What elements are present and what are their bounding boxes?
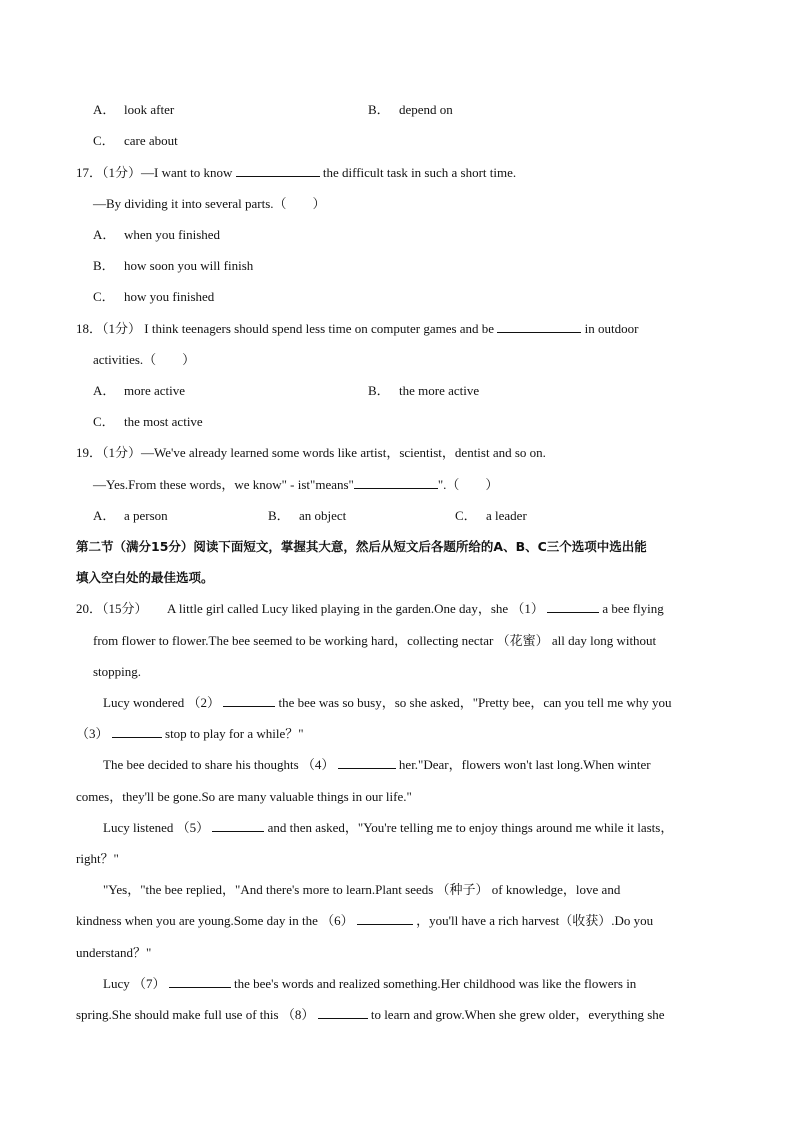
passage-line: right？": [76, 851, 119, 866]
option-b-text: how soon you will finish: [124, 258, 254, 273]
option-a-text: a person: [124, 508, 168, 523]
passage-line: from flower to flower.The bee seemed to be working hard，collecting nectar （花蜜） all day long without: [93, 633, 657, 648]
section-heading-cont: 填入空白处的最佳选项。: [76, 570, 214, 585]
option-a-letter: A．: [93, 227, 116, 242]
passage-line: kindness when you are young.Some day in the （6） ，you'll have a rich harvest（收获）.Do you: [76, 913, 654, 928]
option-c-letter: C．: [93, 414, 115, 429]
passage-line: Lucy listened （5） and then asked，"You're telling me to enjoy things around me while it lasts，: [103, 820, 674, 835]
passage-line: The bee decided to share his thoughts （4） her."Dear，flowers won't last long.When winter: [103, 757, 651, 772]
option-c-letter: C．: [93, 133, 115, 148]
option-a-text: when you finished: [124, 227, 221, 242]
option-a-text: more active: [124, 383, 185, 398]
passage-line: understand？": [76, 945, 152, 960]
passage-line: Lucy wondered （2） the bee was so busy，so she asked，"Pretty bee，can you tell me why you: [103, 695, 672, 710]
question-17-reply: —By dividing it into several parts.（ ）: [93, 196, 326, 211]
option-c-letter: C．: [455, 508, 477, 523]
option-b-letter: B．: [368, 383, 390, 398]
question-17-stem: 17．（1分）—I want to know the difficult task in such a short time.: [76, 165, 517, 180]
option-a-text: look after: [124, 102, 175, 117]
option-b-text: depend on: [399, 102, 453, 117]
option-b-letter: B．: [268, 508, 290, 523]
option-a-letter: A．: [93, 383, 116, 398]
option-b-text: the more active: [399, 383, 480, 398]
passage-line: comes，they'll be gone.So are many valuable things in our life.": [76, 789, 412, 804]
question-18-stem: 18．（1分） I think teenagers should spend less time on computer games and be in outdoor: [76, 321, 639, 336]
option-c-letter: C．: [93, 289, 115, 304]
option-c-text: a leader: [486, 508, 527, 523]
option-c-text: how you finished: [124, 289, 215, 304]
passage-line: （3） stop to play for a while？": [76, 726, 304, 741]
option-a-letter: A．: [93, 102, 116, 117]
question-19-stem: 19．（1分）—We've already learned some words like artist，scientist，dentist and so on.: [76, 445, 546, 460]
option-c-text: the most active: [124, 414, 203, 429]
passage-line: spring.She should make full use of this （8） to learn and grow.When she grew older，everything she: [76, 1007, 665, 1022]
question-19-reply: —Yes.From these words，we know" - ist"means" ".（ ）: [93, 477, 499, 492]
passage-line: Lucy （7） the bee's words and realized something.Her childhood was like the flowers in: [103, 976, 637, 991]
question-18-stem-cont: activities.（ ）: [93, 352, 196, 367]
option-c-text: care about: [124, 133, 178, 148]
option-a-letter: A．: [93, 508, 116, 523]
option-b-text: an object: [299, 508, 347, 523]
section-heading: 第二节（满分15分）阅读下面短文，掌握其大意，然后从短文后各题所给的A、B、C三个选项中选出能: [76, 539, 647, 554]
option-b-letter: B．: [368, 102, 390, 117]
passage-line: stopping.: [93, 664, 142, 679]
passage-line: "Yes，"the bee replied，"And there's more to learn.Plant seeds （种子） of knowledge，love and: [103, 882, 621, 897]
option-b-letter: B．: [93, 258, 115, 273]
passage-line: 20．（15分） A little girl called Lucy liked playing in the garden.One day，she （1） a bee flying: [76, 601, 664, 616]
